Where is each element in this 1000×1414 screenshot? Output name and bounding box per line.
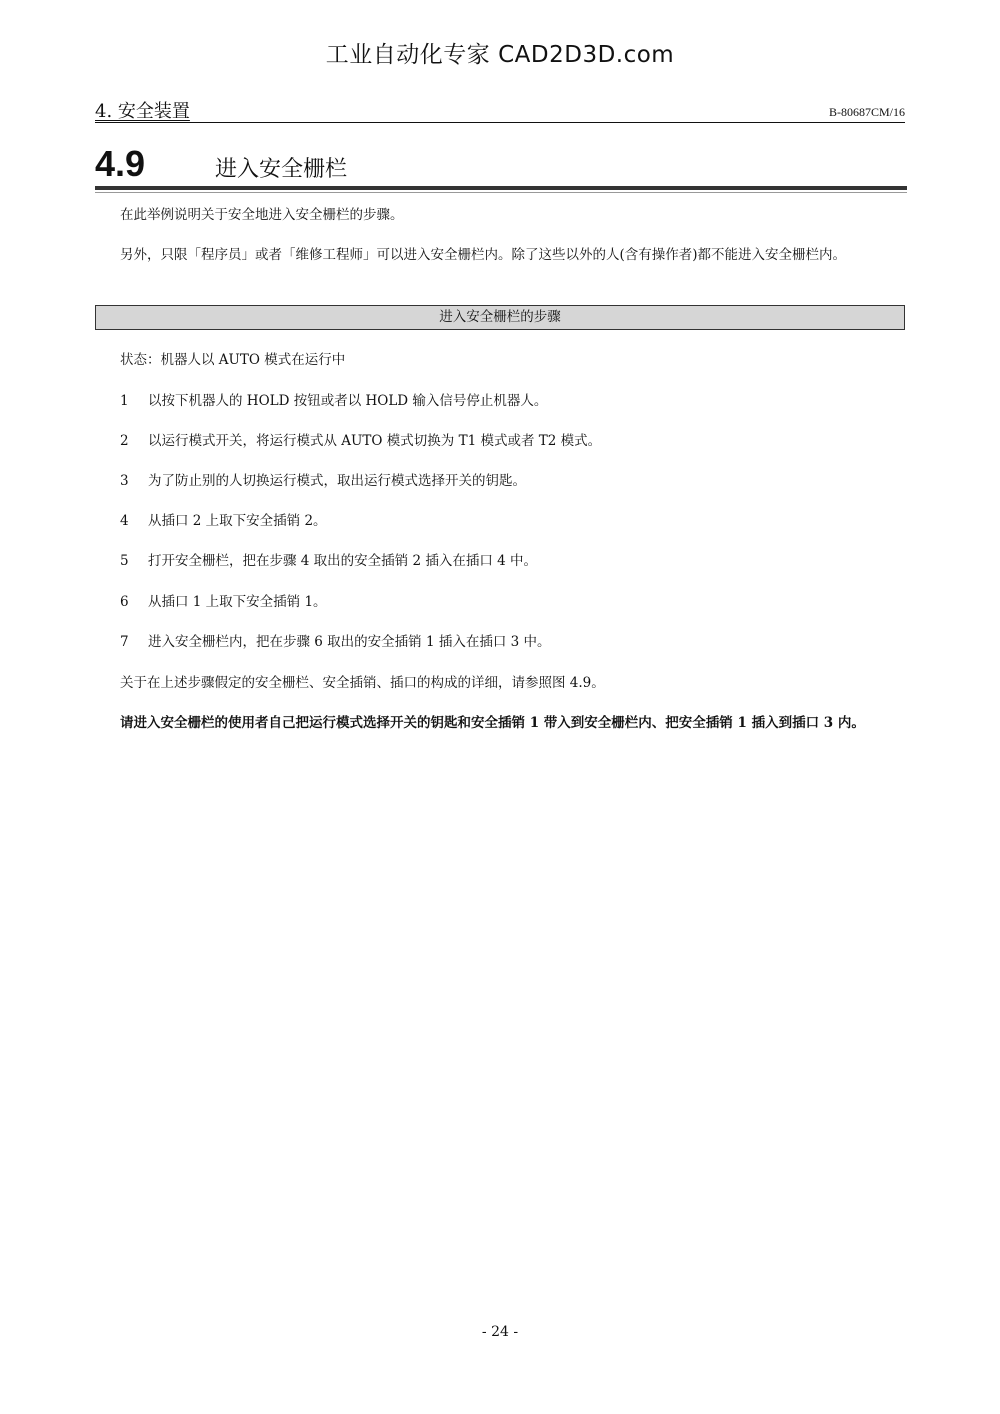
step-number: 5 bbox=[120, 553, 129, 569]
step-text: 进入安全栅栏内，把在步骤 6 取出的安全插销 1 插入在插口 3 中。 bbox=[148, 634, 551, 650]
step-item bbox=[120, 592, 905, 613]
step-item bbox=[120, 391, 905, 412]
step-item bbox=[120, 511, 905, 532]
step-number: 3 bbox=[120, 473, 129, 489]
warning-text: 请进入安全栅栏的使用者自己把运行模式选择开关的钥匙和安全插销 1 带入到安全栅栏内、把安全插销 1 插入到插口 3 内。 bbox=[120, 715, 865, 731]
section-title: 进入安全栅栏 bbox=[215, 157, 348, 182]
step-item bbox=[120, 471, 905, 492]
step-number: 4 bbox=[120, 513, 129, 529]
step-text: 从插口 2 上取下安全插销 2。 bbox=[148, 513, 327, 529]
step-text: 打开安全栅栏，把在步骤 4 取出的安全插销 2 插入在插口 4 中。 bbox=[148, 553, 538, 569]
step-text: 为了防止别的人切换运行模式，取出运行模式选择开关的钥匙。 bbox=[148, 473, 526, 489]
step-number: 7 bbox=[120, 634, 129, 650]
watermark-text: 工业自动化专家 CAD2D3D.com bbox=[325, 42, 675, 68]
step-text: 从插口 1 上取下安全插销 1。 bbox=[148, 594, 327, 610]
step-number: 6 bbox=[120, 594, 129, 610]
step-item bbox=[120, 632, 905, 653]
running-header bbox=[95, 100, 905, 123]
reference-text: 关于在上述步骤假定的安全栅栏、安全插销、插口的构成的详细，请参照图 4.9。 bbox=[120, 675, 605, 691]
step-item bbox=[120, 551, 905, 572]
intro-paragraph-1: 在此举例说明关于安全地进入安全栅栏的步骤。 bbox=[120, 207, 404, 223]
step-number: 1 bbox=[120, 393, 129, 409]
section-heading bbox=[95, 144, 907, 190]
procedure-banner: 进入安全栅栏的步骤 bbox=[95, 305, 905, 330]
page-number: - 24 - bbox=[481, 1324, 519, 1340]
intro-paragraph-2: 另外，只限「程序员」或者「维修工程师」可以进入安全栅栏内。除了这些以外的人(含有操作者)都不能进入安全栅栏内。 bbox=[120, 247, 847, 263]
step-text: 以按下机器人的 HOLD 按钮或者以 HOLD 输入信号停止机器人。 bbox=[148, 393, 548, 409]
chapter-title: 4. 安全装置 bbox=[95, 101, 190, 122]
state-text: 状态：机器人以 AUTO 模式在运行中 bbox=[120, 352, 346, 368]
step-item bbox=[120, 431, 905, 452]
document-code: B-80687CM/16 bbox=[828, 105, 905, 119]
step-number: 2 bbox=[120, 433, 129, 449]
section-number: 4.9 bbox=[95, 143, 146, 184]
step-text: 以运行模式开关，将运行模式从 AUTO 模式切换为 T1 模式或者 T2 模式。 bbox=[148, 433, 602, 449]
